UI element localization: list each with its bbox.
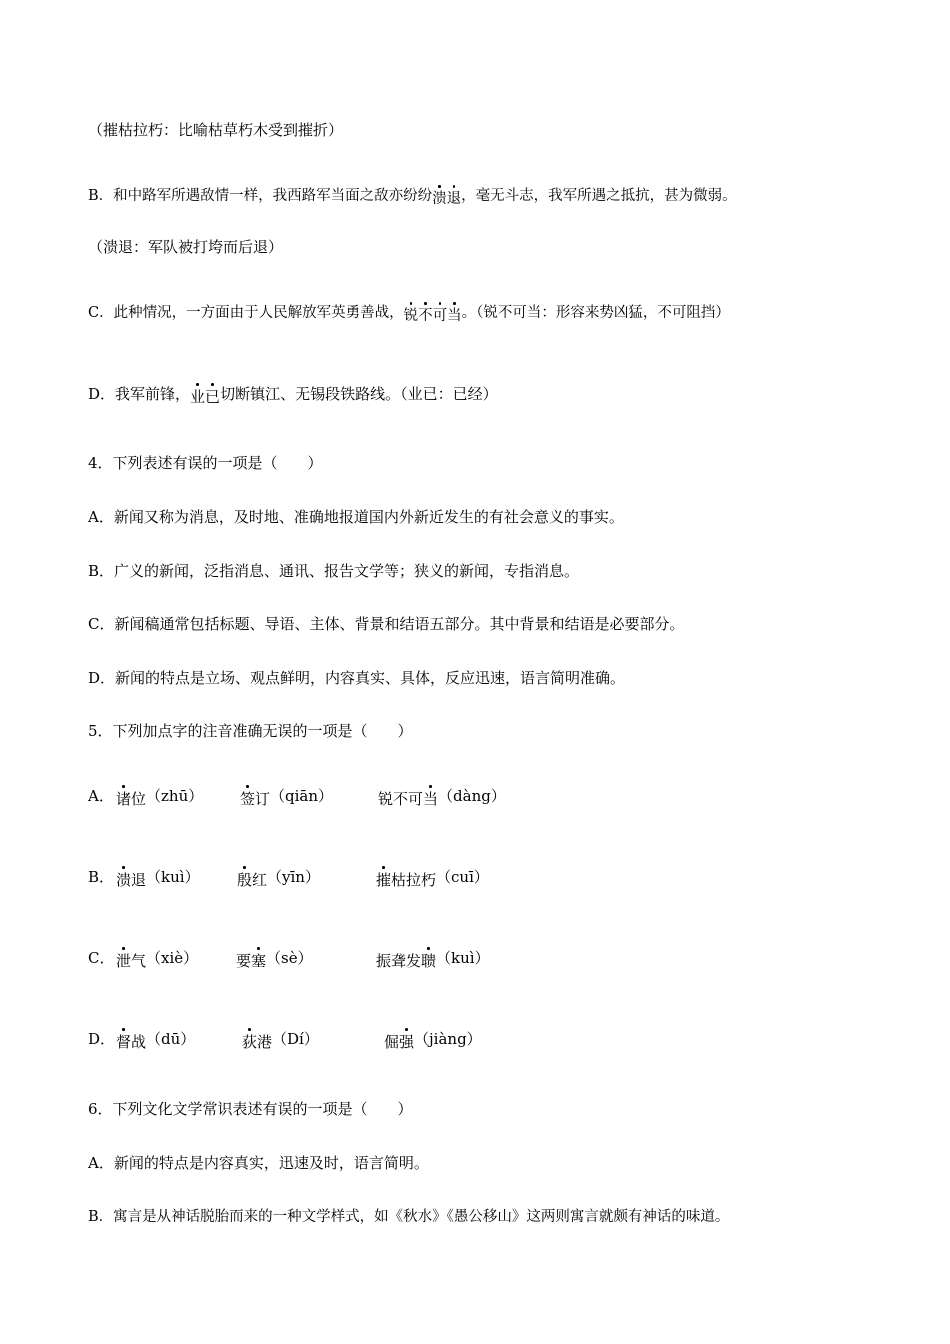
q3-option-a-note: （摧枯拉朽：比喻枯草朽木受到摧折） bbox=[88, 121, 344, 139]
dotted-char: 荻 bbox=[242, 1033, 258, 1051]
q6-option-a[interactable]: A．新闻的特点是内容真实，迅速及时，语言简明。 bbox=[88, 1154, 429, 1172]
dotted-char: 殷 bbox=[237, 871, 253, 889]
dotted-char: 业 bbox=[190, 388, 206, 406]
dotted-char: 不 bbox=[418, 308, 433, 324]
dotted-char: 溃 bbox=[432, 191, 447, 207]
q4-option-a[interactable]: A．新闻又称为消息，及时地、准确地报道国内外新近发生的有社会意义的事实。 bbox=[88, 508, 624, 526]
dotted-char: 诸 bbox=[116, 790, 132, 808]
dotted-char: 聩 bbox=[421, 952, 437, 970]
q4-option-b[interactable]: B．广义的新闻，泛指消息、通讯、报告文学等；狭义的新闻，专指消息。 bbox=[88, 562, 580, 580]
dotted-char: 强 bbox=[399, 1033, 415, 1051]
dotted-char: 已 bbox=[205, 388, 221, 406]
dotted-char: 当 bbox=[423, 790, 439, 808]
q6-option-b[interactable]: B．寓言是从神话脱胎而来的一种文学样式，如《秋水》《愚公移山》这两则寓言就颇有神话的味道。 bbox=[88, 1209, 730, 1225]
dotted-char: 摧 bbox=[376, 871, 392, 889]
dotted-char: 锐 bbox=[403, 308, 419, 324]
q5-option-a[interactable]: A． 诸位（zhū） 签订（qiān） 锐不可当（dàng） bbox=[88, 787, 506, 808]
q4-option-c[interactable]: C．新闻稿通常包括标题、导语、主体、背景和结语五部分。其中背景和结语是必要部分。 bbox=[88, 615, 685, 633]
q5-option-d[interactable]: D． 督战（dū） 荻港（Dí） 倔强（jiàng） bbox=[88, 1030, 482, 1051]
dotted-char: 督 bbox=[116, 1033, 132, 1051]
q3-option-c[interactable]: C．此种情况，一方面由于人民解放军英勇善战，锐不可当。（锐不可当：形容来势凶猛，不可阻挡） bbox=[88, 305, 730, 324]
q3-option-b-note: （溃退：军队被打垮而后退） bbox=[88, 238, 284, 256]
q5-option-c[interactable]: C． 泄气（xiè） 要塞（sè） 振聋发聩（kuì） bbox=[88, 949, 490, 970]
dotted-char: 溃 bbox=[116, 871, 132, 889]
q3-option-b[interactable]: B．和中路军所遇敌情一样，我西路军当面之敌亦纷纷溃退，毫无斗志，我军所遇之抵抗，甚为微弱。 bbox=[88, 188, 737, 207]
q3-option-d[interactable]: D．我军前锋，业已切断镇江、无锡段铁路线。（业已：已经） bbox=[88, 385, 498, 406]
q5-option-b[interactable]: B． 溃退（kuì） 殷红（yīn） 摧枯拉朽（cuī） bbox=[88, 868, 489, 889]
q6-stem: 6．下列文化文学常识表述有误的一项是（ ） bbox=[88, 1100, 413, 1118]
dotted-char: 可 bbox=[432, 308, 448, 324]
dotted-char: 退 bbox=[446, 191, 462, 207]
dotted-char: 当 bbox=[447, 308, 462, 324]
q4-option-d[interactable]: D．新闻的特点是立场、观点鲜明，内容真实、具体，反应迅速，语言简明准确。 bbox=[88, 669, 626, 687]
dotted-char: 签 bbox=[240, 790, 256, 808]
dotted-char: 泄 bbox=[116, 952, 132, 970]
q4-stem: 4．下列表述有误的一项是（ ） bbox=[88, 454, 323, 472]
dotted-char: 塞 bbox=[251, 952, 267, 970]
q5-stem: 5．下列加点字的注音准确无误的一项是（ ） bbox=[88, 722, 413, 740]
